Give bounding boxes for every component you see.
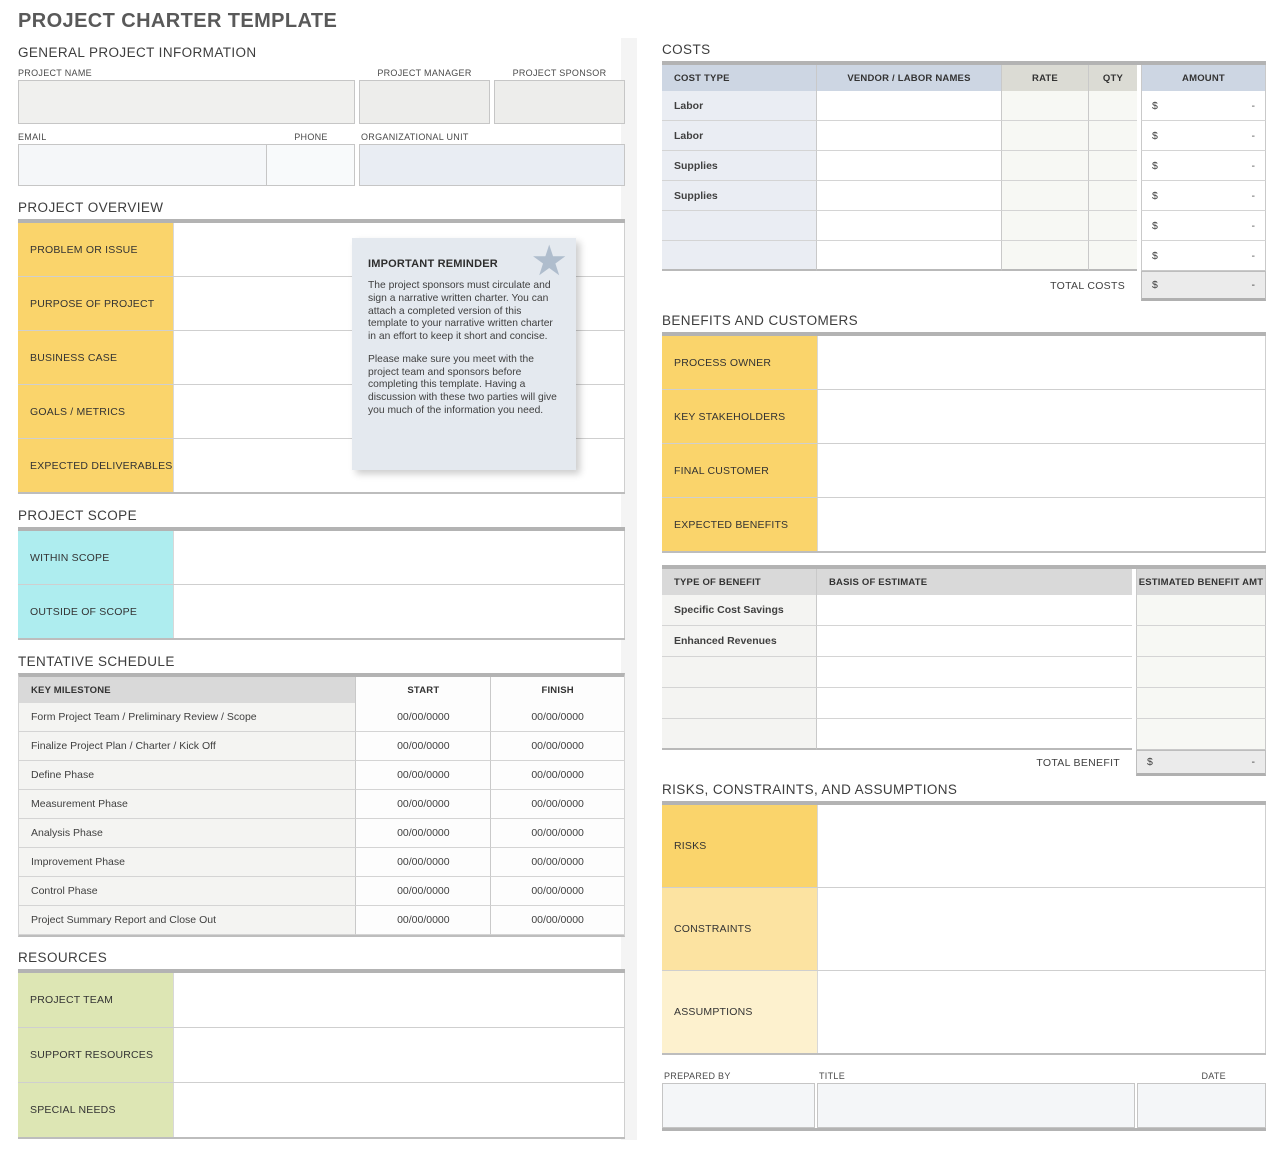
vendor-cell[interactable] <box>817 151 1002 181</box>
assumptions-row-value[interactable] <box>817 971 1266 1053</box>
overview-row-label: EXPECTED DELIVERABLES <box>18 439 173 492</box>
cost-row <box>662 241 1266 271</box>
cost-type-cell[interactable] <box>662 211 817 241</box>
amount-cell[interactable] <box>1141 211 1266 241</box>
cost-type-header: COST TYPE <box>662 65 817 91</box>
email-field[interactable] <box>19 145 266 185</box>
risks-table <box>662 801 1266 1055</box>
resource-row <box>18 1083 625 1137</box>
finish-date-cell[interactable]: 00/00/0000 <box>490 848 624 877</box>
currency-symbol: $ <box>1147 756 1153 768</box>
rate-cell[interactable] <box>1002 151 1089 181</box>
footer-labels-row <box>662 1071 1266 1081</box>
risks-heading: RISKS, CONSTRAINTS, AND ASSUMPTIONS <box>662 782 958 797</box>
amount-cell[interactable] <box>1141 181 1266 211</box>
start-header: START <box>355 677 490 703</box>
benefit-estimate-row <box>662 657 1266 688</box>
resource-row-label: PROJECT TEAM <box>18 973 173 1027</box>
finish-date-cell[interactable]: 00/00/0000 <box>490 819 624 848</box>
benefit-type-cell: Enhanced Revenues <box>662 626 817 657</box>
benefit-row-label: FINAL CUSTOMER <box>662 444 817 497</box>
benefit-estimate-row <box>662 626 1266 657</box>
overview-row-label: PURPOSE OF PROJECT <box>18 277 173 330</box>
resource-row <box>18 1028 625 1083</box>
resource-row-label: SPECIAL NEEDS <box>18 1083 173 1137</box>
start-date-cell[interactable]: 00/00/0000 <box>355 790 490 819</box>
costs-heading: COSTS <box>662 42 711 57</box>
vendor-cell[interactable] <box>817 211 1002 241</box>
benefits-heading: BENEFITS AND CUSTOMERS <box>662 313 859 328</box>
costs-header-row <box>662 65 1266 91</box>
rate-cell[interactable] <box>1002 181 1089 211</box>
amount-value: - <box>1251 279 1255 291</box>
assumptions-row <box>662 971 1266 1053</box>
cost-row <box>662 181 1266 211</box>
qty-cell[interactable] <box>1089 91 1137 121</box>
amount-cell[interactable] <box>1141 91 1266 121</box>
basis-cell[interactable] <box>817 688 1132 719</box>
scope-row <box>18 585 625 638</box>
prepared-by-field[interactable] <box>662 1083 815 1128</box>
schedule-row <box>19 906 624 935</box>
schedule-row <box>19 848 624 877</box>
benefit-row <box>662 390 1266 444</box>
benefit-estimate-row <box>662 595 1266 626</box>
schedule-row <box>19 877 624 906</box>
currency-symbol: $ <box>1152 219 1158 232</box>
benefit-type-cell[interactable] <box>662 657 817 688</box>
organizational-unit-field[interactable] <box>359 144 625 186</box>
benefit-amount-cell[interactable] <box>1136 626 1266 657</box>
benefit-amount-cell[interactable] <box>1136 595 1266 626</box>
total-costs-amount[interactable] <box>1141 271 1266 301</box>
rate-header: RATE <box>1002 65 1089 91</box>
currency-symbol: $ <box>1152 159 1158 172</box>
finish-date-cell[interactable]: 00/00/0000 <box>490 732 624 761</box>
rate-cell[interactable] <box>1002 241 1089 271</box>
finish-date-cell[interactable]: 00/00/0000 <box>490 703 624 732</box>
project-scope-heading: PROJECT SCOPE <box>18 508 137 523</box>
page-title: PROJECT CHARTER TEMPLATE <box>18 10 338 32</box>
schedule-row <box>19 790 624 819</box>
cost-row <box>662 211 1266 241</box>
currency-symbol: $ <box>1152 279 1158 291</box>
amount-value: - <box>1251 189 1255 202</box>
schedule-row <box>19 819 624 848</box>
project-sponsor-label: PROJECT SPONSOR <box>512 68 607 78</box>
benefit-row-value[interactable] <box>817 390 1266 443</box>
project-overview-heading: PROJECT OVERVIEW <box>18 200 164 215</box>
resource-row <box>18 973 625 1028</box>
finish-date-cell[interactable]: 00/00/0000 <box>490 906 624 935</box>
project-scope-table <box>18 527 625 640</box>
benefit-row-value[interactable] <box>817 444 1266 497</box>
title-label: TITLE <box>819 1071 846 1081</box>
benefit-amount-cell[interactable] <box>1136 688 1266 719</box>
milestone-cell: Form Project Team / Preliminary Review / Scope <box>19 703 355 732</box>
reminder-paragraph: Please make sure you meet with the project team and sponsors before completing this template. Having a discussion with these two parties will give you much of the information you need. <box>368 353 557 416</box>
benefit-row-label: PROCESS OWNER <box>662 336 817 389</box>
schedule-row <box>19 732 624 761</box>
title-field[interactable] <box>817 1083 1135 1128</box>
basis-cell[interactable] <box>817 595 1132 626</box>
total-costs-row <box>662 271 1266 301</box>
total-benefit-label: TOTAL BENEFIT <box>1036 757 1120 769</box>
constraints-row <box>662 888 1266 971</box>
milestone-cell: Improvement Phase <box>19 848 355 877</box>
risks-row-label: RISKS <box>662 805 817 887</box>
benefit-estimate-row <box>662 688 1266 719</box>
rate-cell[interactable] <box>1002 121 1089 151</box>
general-info-boxes-row1 <box>18 80 625 124</box>
left-column <box>18 0 625 1139</box>
qty-header: QTY <box>1089 65 1137 91</box>
milestone-cell: Finalize Project Plan / Charter / Kick Off <box>19 732 355 761</box>
overview-row-label: GOALS / METRICS <box>18 385 173 438</box>
project-name-field[interactable] <box>18 80 355 124</box>
finish-header: FINISH <box>490 677 624 703</box>
vendor-cell[interactable] <box>817 241 1002 271</box>
amount-cell[interactable] <box>1141 151 1266 181</box>
key-milestone-header: KEY MILESTONE <box>19 677 355 703</box>
project-manager-label: PROJECT MANAGER <box>377 68 472 78</box>
benefit-type-cell[interactable] <box>662 719 817 750</box>
start-date-cell[interactable]: 00/00/0000 <box>355 703 490 732</box>
cost-type-cell: Supplies <box>662 151 817 181</box>
amount-value: - <box>1251 99 1255 112</box>
cost-row <box>662 91 1266 121</box>
benefit-row-value[interactable] <box>817 336 1266 389</box>
prepared-by-label: PREPARED BY <box>664 1071 731 1081</box>
rate-cell[interactable] <box>1002 211 1089 241</box>
schedule-heading: TENTATIVE SCHEDULE <box>18 654 175 669</box>
basis-cell[interactable] <box>817 719 1132 750</box>
rate-cell[interactable] <box>1002 91 1089 121</box>
vendor-header: VENDOR / LABOR NAMES <box>817 65 1002 91</box>
qty-cell[interactable] <box>1089 121 1137 151</box>
benefit-row-label: EXPECTED BENEFITS <box>662 498 817 551</box>
constraints-row-label: CONSTRAINTS <box>662 888 817 970</box>
finish-date-cell[interactable]: 00/00/0000 <box>490 790 624 819</box>
amount-cell[interactable] <box>1141 241 1266 271</box>
resource-row-value[interactable] <box>173 973 625 1027</box>
scope-row-value[interactable] <box>173 531 625 584</box>
total-benefit-row <box>662 750 1266 776</box>
start-date-cell[interactable]: 00/00/0000 <box>355 761 490 790</box>
milestone-cell: Analysis Phase <box>19 819 355 848</box>
risks-row-value[interactable] <box>817 805 1266 887</box>
project-name-label: PROJECT NAME <box>18 68 92 78</box>
benefit-row <box>662 444 1266 498</box>
basis-of-estimate-header: BASIS OF ESTIMATE <box>817 569 1132 595</box>
start-date-cell[interactable]: 00/00/0000 <box>355 848 490 877</box>
start-date-cell[interactable]: 00/00/0000 <box>355 906 490 935</box>
vendor-cell[interactable] <box>817 91 1002 121</box>
cost-type-cell[interactable] <box>662 241 817 271</box>
benefit-type-cell: Specific Cost Savings <box>662 595 817 626</box>
qty-cell[interactable] <box>1089 181 1137 211</box>
amount-value: - <box>1251 159 1255 172</box>
amount-value: - <box>1251 249 1255 262</box>
start-date-cell[interactable]: 00/00/0000 <box>355 877 490 906</box>
reminder-title: IMPORTANT REMINDER <box>368 258 498 270</box>
general-info-labels-row1 <box>18 68 625 78</box>
total-costs-label: TOTAL COSTS <box>1050 280 1125 292</box>
scope-row-label: WITHIN SCOPE <box>18 531 173 584</box>
cost-row <box>662 151 1266 181</box>
resources-table <box>18 969 625 1139</box>
phone-field[interactable] <box>266 145 354 185</box>
milestone-cell: Define Phase <box>19 761 355 790</box>
start-date-cell[interactable]: 00/00/0000 <box>355 732 490 761</box>
schedule-header-row <box>19 677 624 703</box>
organizational-unit-label: ORGANIZATIONAL UNIT <box>361 132 469 142</box>
assumptions-row-label: ASSUMPTIONS <box>662 971 817 1053</box>
schedule-table <box>18 673 625 937</box>
milestone-cell: Measurement Phase <box>19 790 355 819</box>
important-reminder-callout <box>352 238 576 470</box>
benefits-table <box>662 332 1266 553</box>
date-field[interactable] <box>1137 1083 1266 1128</box>
scope-row-value[interactable] <box>173 585 625 638</box>
star-icon: ★ <box>530 237 568 284</box>
benefit-estimate-row <box>662 719 1266 750</box>
qty-cell[interactable] <box>1089 241 1137 271</box>
resource-row-value[interactable] <box>173 1028 625 1082</box>
costs-table <box>662 61 1266 271</box>
project-sponsor-field[interactable] <box>494 80 625 124</box>
currency-symbol: $ <box>1152 99 1158 112</box>
resource-row-value[interactable] <box>173 1083 625 1137</box>
right-column <box>662 0 1266 1131</box>
total-benefit-amount[interactable] <box>1136 750 1266 776</box>
cost-type-cell: Labor <box>662 121 817 151</box>
general-info-labels-row2 <box>18 132 625 142</box>
amount-value: - <box>1251 756 1255 768</box>
reminder-paragraph: The project sponsors must circulate and sign a narrative written charter. You can attach a completed version of this template to your narrative written charter in an effort to keep it short and concise. <box>368 280 553 343</box>
cost-row <box>662 121 1266 151</box>
scope-row <box>18 531 625 585</box>
benefit-amount-cell[interactable] <box>1136 657 1266 688</box>
general-info-boxes-row2 <box>18 144 625 186</box>
benefit-estimates-table <box>662 565 1266 750</box>
benefit-row-label: KEY STAKEHOLDERS <box>662 390 817 443</box>
currency-symbol: $ <box>1152 129 1158 142</box>
cost-type-cell: Supplies <box>662 181 817 211</box>
basis-cell[interactable] <box>817 657 1132 688</box>
qty-cell[interactable] <box>1089 151 1137 181</box>
currency-symbol: $ <box>1152 189 1158 202</box>
amount-value: - <box>1251 219 1255 232</box>
benefit-amount-cell[interactable] <box>1136 719 1266 750</box>
cost-type-cell: Labor <box>662 91 817 121</box>
milestone-cell: Control Phase <box>19 877 355 906</box>
risks-row <box>662 805 1266 888</box>
date-label: DATE <box>1201 1071 1226 1081</box>
constraints-row-value[interactable] <box>817 888 1266 970</box>
currency-symbol: $ <box>1152 249 1158 262</box>
benefit-estimates-header-row <box>662 569 1266 595</box>
vendor-cell[interactable] <box>817 121 1002 151</box>
project-manager-field[interactable] <box>359 80 490 124</box>
scope-row-label: OUTSIDE OF SCOPE <box>18 585 173 638</box>
finish-date-cell[interactable]: 00/00/0000 <box>490 761 624 790</box>
resources-heading: RESOURCES <box>18 950 108 965</box>
start-date-cell[interactable]: 00/00/0000 <box>355 819 490 848</box>
estimated-benefit-amt-header: ESTIMATED BENEFIT AMT <box>1136 569 1266 595</box>
finish-date-cell[interactable]: 00/00/0000 <box>490 877 624 906</box>
footer-boxes-row <box>662 1083 1266 1131</box>
resource-row-label: SUPPORT RESOURCES <box>18 1028 173 1082</box>
amount-header: AMOUNT <box>1141 65 1266 91</box>
amount-cell[interactable] <box>1141 121 1266 151</box>
benefit-row-value[interactable] <box>817 498 1266 551</box>
amount-value: - <box>1251 129 1255 142</box>
basis-cell[interactable] <box>817 626 1132 657</box>
schedule-row <box>19 761 624 790</box>
email-phone-fields <box>18 144 355 186</box>
benefit-type-cell[interactable] <box>662 688 817 719</box>
schedule-row <box>19 703 624 732</box>
benefit-row <box>662 336 1266 390</box>
benefit-row <box>662 498 1266 551</box>
email-label: EMAIL <box>18 132 47 142</box>
phone-label: PHONE <box>294 132 328 142</box>
overview-row-label: PROBLEM OR ISSUE <box>18 223 173 276</box>
milestone-cell: Project Summary Report and Close Out <box>19 906 355 935</box>
general-info-heading: GENERAL PROJECT INFORMATION <box>18 45 257 60</box>
type-of-benefit-header: TYPE OF BENEFIT <box>662 569 817 595</box>
overview-row-label: BUSINESS CASE <box>18 331 173 384</box>
vendor-cell[interactable] <box>817 181 1002 211</box>
qty-cell[interactable] <box>1089 211 1137 241</box>
